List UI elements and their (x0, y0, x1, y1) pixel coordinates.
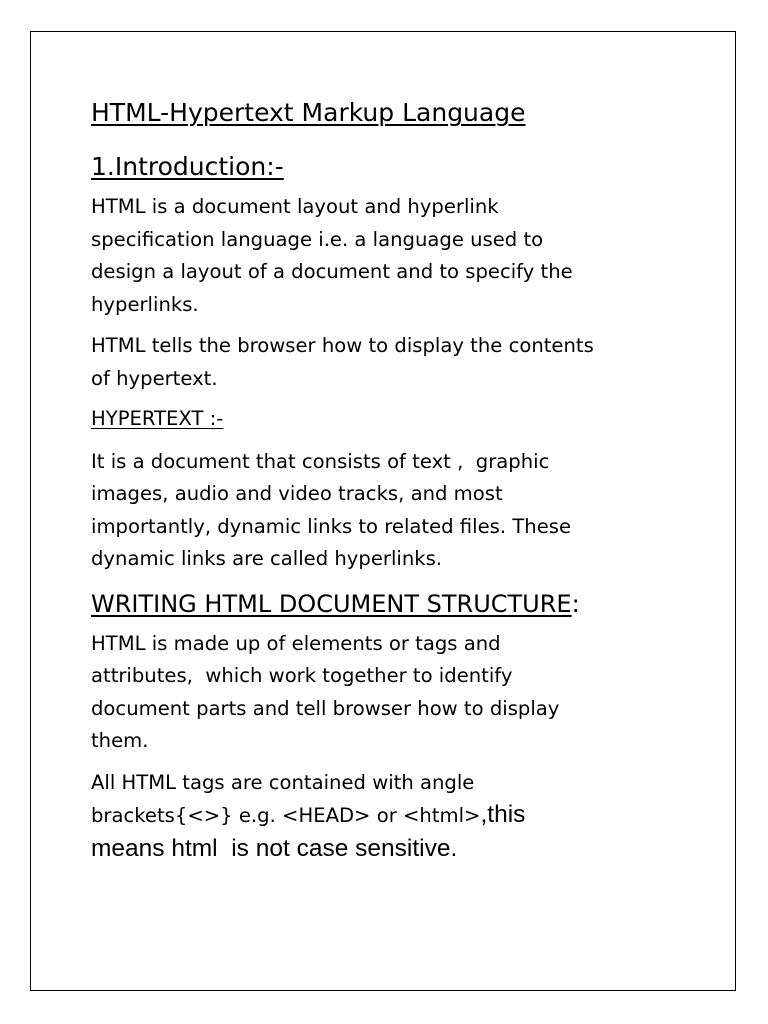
subheading-hypertext: HYPERTEXT :- (91, 407, 224, 430)
text-line: HTML is a document layout and hyperlink (91, 195, 499, 218)
text-line: It is a document that consists of text , graphic (91, 449, 550, 473)
text-line: HTML is made up of elements or tags and (91, 631, 501, 655)
text-line: attributes, which work together to identify (91, 664, 513, 687)
text-line: All HTML tags are contained with angle (91, 770, 475, 794)
intro-paragraph-1 (91, 191, 731, 321)
text-line: dynamic links are called hyperlinks. (91, 547, 443, 570)
document-body (91, 95, 731, 866)
text-line: hyperlinks. (91, 292, 199, 316)
text-line: design a layout of a document and to specify the (91, 260, 573, 283)
section-heading-structure (91, 586, 731, 622)
text-line: HTML tells the browser how to display the contents (91, 334, 594, 357)
hypertext-paragraph (91, 446, 731, 576)
intro-paragraph-2 (91, 330, 731, 395)
section-heading-structure-colon: : (571, 589, 580, 618)
document-title: HTML-Hypertext Markup Language (91, 98, 526, 127)
text-line: brackets{<>} e.g. <HEAD> or <html> (91, 804, 481, 827)
text-line: specification language i.e. a language used to (91, 227, 544, 251)
text-large-line: means html is not case sensitive. (91, 834, 458, 862)
section-heading-introduction: 1.Introduction:- (91, 152, 284, 181)
structure-paragraph-1 (91, 628, 731, 758)
text-line: document parts and tell browser how to display (91, 696, 560, 720)
text-large-fragment: ,this (480, 801, 526, 828)
text-line: them. (91, 729, 149, 752)
text-line: images, audio and video tracks, and most (91, 482, 503, 505)
structure-paragraph-2 (91, 767, 731, 867)
text-line: importantly, dynamic links to related files. These (91, 514, 572, 538)
text-line: of hypertext. (91, 366, 218, 390)
section-heading-structure-text: WRITING HTML DOCUMENT STRUCTURE (91, 589, 572, 618)
